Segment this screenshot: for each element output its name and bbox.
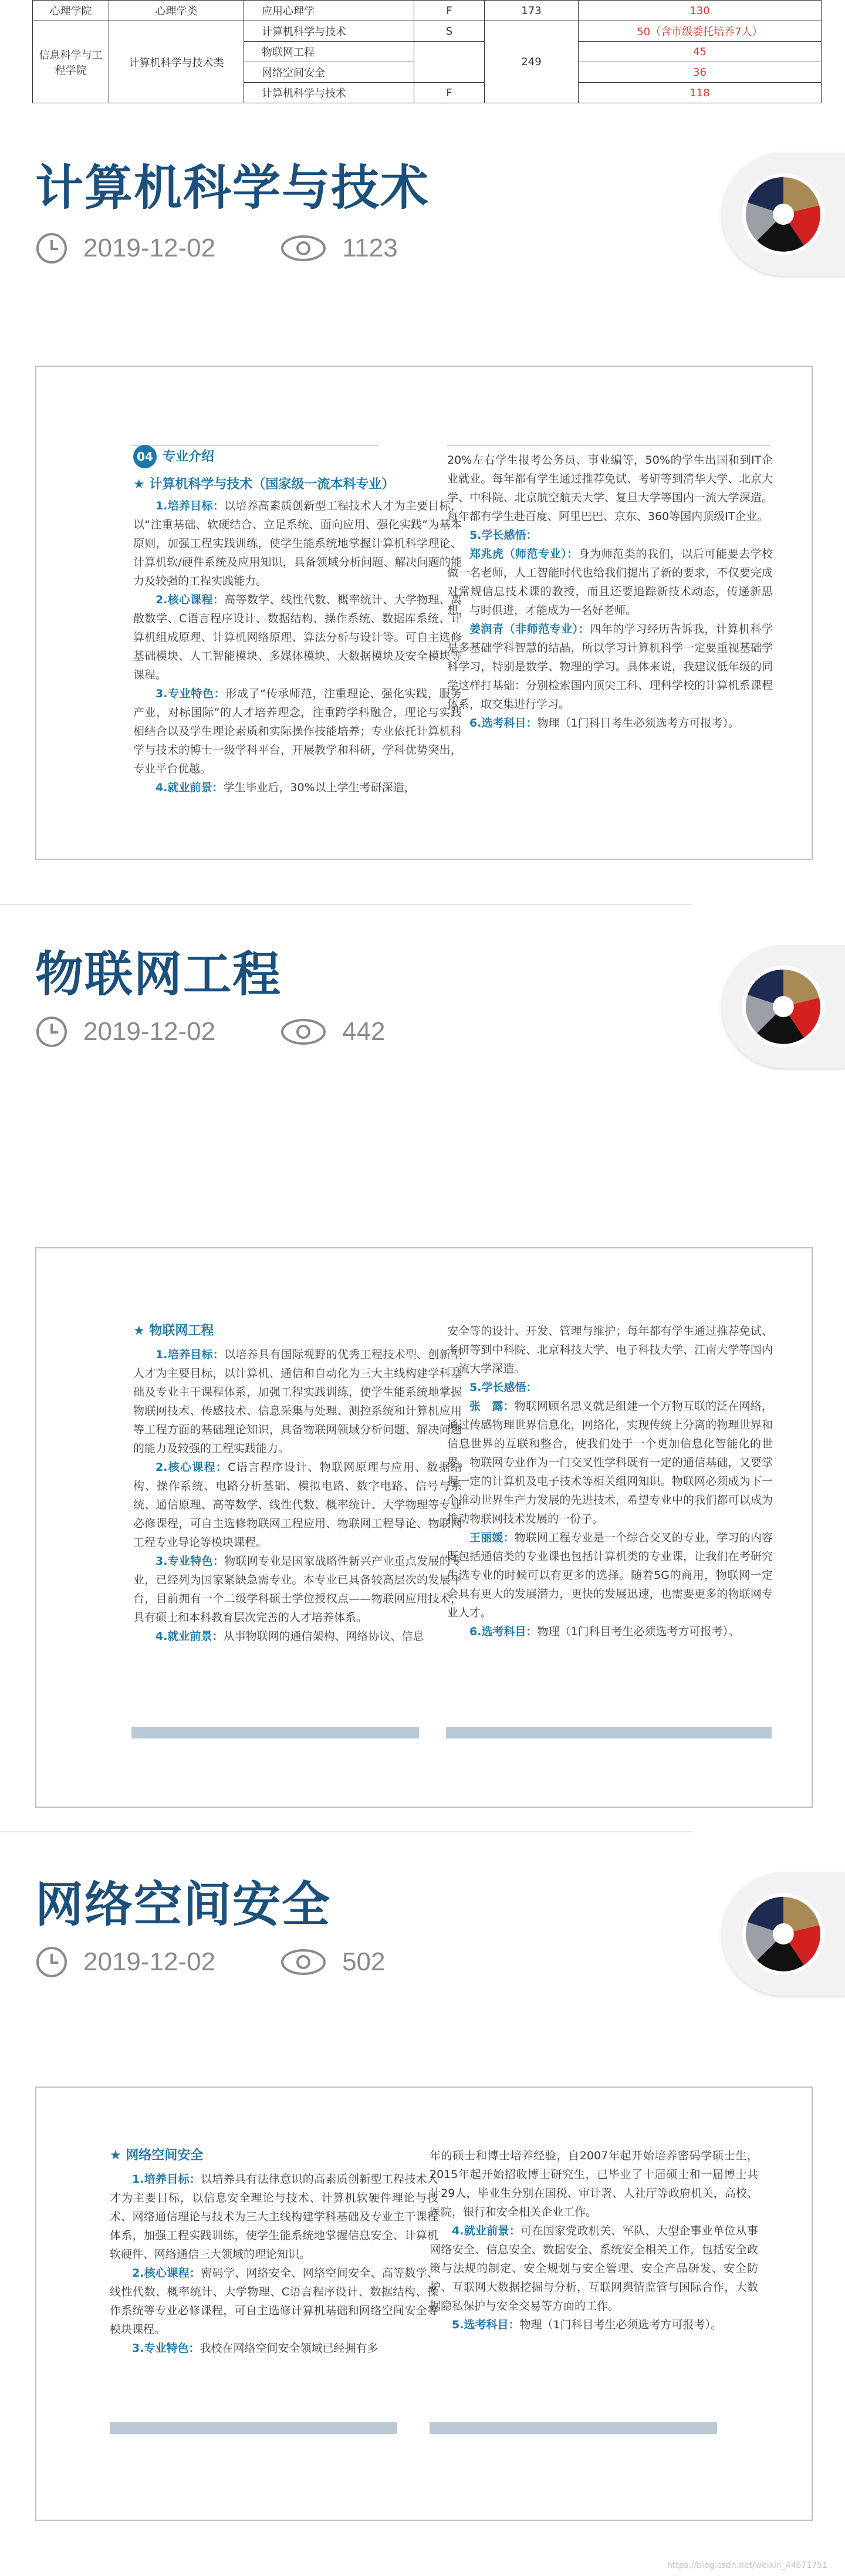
article-section <box>0 1834 845 2576</box>
article-date: 2019-12-02 <box>83 1947 216 1976</box>
figure-right-column <box>430 2146 758 2334</box>
table-cell-major: 计算机科学与技术 <box>244 21 414 42</box>
table-cell-total: 173 <box>485 1 579 21</box>
article-section <box>0 907 845 1834</box>
view-count: 442 <box>342 1017 386 1046</box>
figure-paragraph: 2.核心课程：密码学、网络安全、网络空间安全、高等数学、线性代数、概率统计、大学物理、C语言程序设计、数据结构、操作系统等专业必修课程，可自主选修计算机基础和网络空间安全等模块课程。 <box>110 2267 438 2336</box>
university-logo-badge[interactable] <box>722 1872 845 1996</box>
figure-paragraph: 3.专业特色：物联网专业是国家战略性新兴产业重点发展的专业，已经列为国家紧缺急需专业。本专业已具备较高层次的发展平台，目前拥有一个二级学科硕士学位授权点——物联网应用技术，具有硕士和本科教育层次完善的人才培养体系。 <box>133 1555 462 1624</box>
table-cell-major: 应用心理学 <box>244 1 414 21</box>
figure-footer-bar <box>446 1727 772 1738</box>
university-logo-icon <box>739 170 827 258</box>
table-cell-group: 心理学类 <box>109 1 244 21</box>
table-row <box>33 1 822 21</box>
table-cell-college: 心理学院 <box>33 1 109 21</box>
view-count: 1123 <box>342 234 398 262</box>
article-date: 2019-12-02 <box>83 234 216 262</box>
eye-icon <box>280 1946 327 1979</box>
figure-paragraph: 5.学长感悟： <box>469 1381 538 1394</box>
article-figure <box>35 366 813 860</box>
figure-paragraph: 2.核心课程：C语言程序设计、物联网原理与应用、数据结构、操作系统、电路分析基础、模拟电路、数字电路、信号与系统、通信原理、高等数学、线性代数、概率统计、大学物理等专业必修课程，可自主选修物联网工程应用、物联网工程导论、物联网工程专业导论等模块课程。 <box>133 1461 462 1549</box>
figure-right-column <box>447 1322 773 1641</box>
admission-table-grid <box>32 0 822 103</box>
table-cell-major: 计算机科学与技术 <box>244 83 414 103</box>
table-row <box>33 21 822 42</box>
article-title[interactable]: 计算机科学与技术 <box>35 161 430 215</box>
figure-heading: ★ 物联网工程 <box>133 1324 214 1338</box>
watermark: https://blog.csdn.net/weixin_44671751 <box>667 2561 827 2570</box>
figure-paragraph: 张 露：物联网顾名思义就是组建一个万物互联的泛在网络，通过传感物理世界信息化，网络化，实现传统上分离的物理世界和信息世界的互联和整合，使我们处于一个更加信息化智能化的世界。物联网专业作为一门交叉性学科既有一定的通信基础，又要掌握一定的计算机及电子技术等相关组网知识。物联网必须成为下一个推动世界生产力发展的先进技术，希望专业中的我们都可以成为推动物联网技术发展的一份子。 <box>447 1400 773 1525</box>
figure-left-column <box>133 1322 462 1646</box>
figure-paragraph: 6.选考科目：物理（1门科目考生必须选考方可报考）。 <box>469 717 740 730</box>
article-meta <box>35 1015 386 1048</box>
figure-paragraph: 2.核心课程：高等数学、线性代数、概率统计、大学物理、离散数学、C语言程序设计、数据结构、操作系统、数据库系统、计算机组成原理、计算机网络原理、算法分析与设计等。可自主选修基础模块、人工智能模块、多媒体模块、大数据模块及安全模块等课程。 <box>133 593 462 681</box>
figure-left-column <box>110 2146 438 2358</box>
figure-paragraph: 5.选考科目：物理（1门科目考生必须选考方可报考）。 <box>452 2318 722 2331</box>
figure-paragraph: 1.培养目标：以培养具有国际视野的优秀工程技术型、创新型人才为主要目标，以计算机、通信和自动化为三大主线构建学科基础及专业主干课程体系，加强工程实践训练，使学生能系统地掌握物联网技术、传感技术、信息采集与处理、测控系统和计算机应用等工程方面的基础理论知识，具备物联网领域分析问题、解决问题的能力及较强的工程实践能力。 <box>133 1348 462 1455</box>
article-views <box>280 1946 385 1979</box>
article-views <box>280 232 398 265</box>
article-figure <box>35 2087 813 2521</box>
university-logo-badge[interactable] <box>722 153 845 276</box>
article-title[interactable]: 网络空间安全 <box>35 1878 332 1932</box>
figure-paragraph: 1.培养目标：以培养高素质创新型工程技术人才为主要目标，以“注重基础、软硬结合、立足系统、面向应用、强化实践”为基本原则，加强工程实践训练，使学生能系统地掌握计算机科学理论、计算机软/硬件系统及应用知识，具备领域分析问题、解决问题的能力及较强的工程实践能力。 <box>133 499 462 588</box>
table-cell-note: 130 <box>579 1 822 21</box>
eye-icon <box>280 232 327 265</box>
figure-left-column <box>133 445 462 797</box>
article-section <box>0 126 845 907</box>
table-cell-group: 计算机科学与技术类 <box>109 21 244 103</box>
table-cell-major: 物联网工程 <box>244 42 414 62</box>
clock-icon <box>35 232 68 265</box>
figure-right-column <box>447 451 773 732</box>
article-meta <box>35 232 398 265</box>
figure-footer-bar <box>131 1727 419 1738</box>
section-badge <box>133 445 462 468</box>
figure-rule <box>447 445 770 446</box>
table-cell-code: S <box>414 21 485 42</box>
figure-paragraph: 4.就业前景：从事物联网的通信架构、网络协议、信息 <box>156 1630 424 1643</box>
admission-table <box>0 0 845 126</box>
figure-paragraph: 安全等的设计、开发、管理与维护；每年都有学生通过推荐免试、考研等到中科院、北京科技大学、电子科技大学、江南大学等国内一流大学深造。 <box>447 1325 773 1375</box>
figure-paragraph: 姜润青（非师范专业）：四年的学习经历告诉我，计算机科学是多基础学科智慧的结晶，所以学习计算机科学一定要重视基础学科学习，特别是数学、物理的学习。具体来说，我建议低年级的同学这样打基础：分别检索国内顶尖工科、理科学校的计算机系课程体系，取交集进行学习。 <box>447 623 773 711</box>
table-cell-note: 36 <box>579 62 822 83</box>
table-cell-note: 118 <box>579 83 822 103</box>
section-divider <box>0 904 692 905</box>
figure-paragraph: 郑兆虎（师范专业）：身为师范类的我们，以后可能要去学校做一名老师，人工智能时代也给我们提出了新的要求，不仅要完成对常规信息技术课的教授，而且还要追踪新技术动态，传递新思想，与时俱进，才能成为一名好老师。 <box>447 548 773 617</box>
table-cell-note: 50（含市级委托培养7人） <box>579 21 822 42</box>
figure-paragraph: 年的硕士和博士培养经验，自2007年起开始培养密码学硕士生，2015年起开始招收博士研究生，已毕业了十届硕士和一届博士共计29人，毕业生分别在国税、审计署、人社厅等政府机关，高校、医院，银行和安全相关企业工作。 <box>430 2149 758 2219</box>
figure-footer-bar <box>110 2422 397 2434</box>
table-cell-code: F <box>414 83 485 103</box>
figure-paragraph: 3.专业特色：形成了“传承师范，注重理论、强化实践，服务产业，对标国际”的人才培养理念，注重跨学科融合，理论与实践相结合以及学生理论素质和实际操作技能培养；专业依托计算机科学与技术的博士一级学科平台，开展教学和科研，学科优势突出，专业平台优越。 <box>133 687 462 775</box>
table-cell-college: 信息科学与工程学院 <box>33 21 109 103</box>
figure-paragraph: 王丽媛：物联网工程专业是一个综合交叉的专业，学习的内容既包括通信类的专业课也包括计算机类的专业课，让我们在考研究生选专业的时候可以有更多的选择。随着5G的商用，物联网一定会具有更大的发展潜力，更快的发展迅速，也需要更多的物联网专业人才。 <box>447 1531 773 1619</box>
figure-heading: ★ 网络空间安全 <box>110 2148 204 2163</box>
section-divider <box>0 1831 692 1832</box>
section-number: 04 <box>133 445 157 468</box>
figure-heading: ★ 计算机科学与技术（国家级一流本科专业） <box>133 477 395 492</box>
article-figure <box>35 1247 813 1808</box>
article-title[interactable]: 物联网工程 <box>35 948 282 1001</box>
figure-paragraph: 6.选考科目：物理（1门科目考生必须选考方可报考）。 <box>469 1625 740 1638</box>
clock-icon <box>35 1946 68 1979</box>
university-logo-badge[interactable] <box>722 945 845 1068</box>
article-meta <box>35 1946 386 1979</box>
figure-paragraph: 4.就业前景：学生毕业后，30%以上学生考研深造， <box>156 781 415 794</box>
article-views <box>280 1015 385 1048</box>
section-badge-label: 专业介绍 <box>163 450 215 464</box>
table-cell-code: F <box>414 1 485 21</box>
university-logo-icon <box>739 1890 827 1978</box>
figure-footer-bar <box>430 2422 717 2434</box>
view-count: 502 <box>342 1947 386 1976</box>
figure-paragraph: 20%左右学生报考公务员、事业编等，50%的学生出国和到IT企业就业。每年都有学生通过推荐免试、考研等到清华大学、北京大学、中科院、北京航空航天大学、复旦大学等国内一流大学深造。每年都有学生赴百度、阿里巴巴、京东、360等国内顶级IT企业。 <box>447 454 773 523</box>
figure-paragraph: 1.培养目标：以培养具有法律意识的高素质创新型工程技术人才为主要目标，以信息安全理论与技术、计算机软硬件理论与技术、网络通信理论与技术为三大主线构建学科基础及专业主干课程体系，加强工程实践训练，使学生能系统地掌握信息安全、计算机软硬件、网络通信三大领域的理论知识。 <box>110 2173 438 2261</box>
table-cell-major: 网络空间安全 <box>244 62 414 83</box>
figure-paragraph: 4.就业前景：可在国家党政机关、军队、大型企事业单位从事网络安全、信息安全、数据安全、系统安全相关工作，包括安全政策与法规的制定、安全规划与安全管理、安全产品研发、安全防护、互联网大数据挖掘与分析，互联网舆情监管与国际合作，大数据隐私保护与安全交易等方面的工作。 <box>430 2224 758 2312</box>
article-date: 2019-12-02 <box>83 1017 216 1046</box>
table-cell-code <box>414 42 485 83</box>
clock-icon <box>35 1015 68 1048</box>
university-logo-icon <box>739 963 827 1051</box>
table-cell-total: 249 <box>485 21 579 103</box>
figure-paragraph: 5.学长感悟： <box>469 529 538 542</box>
table-cell-note: 45 <box>579 42 822 62</box>
eye-icon <box>280 1015 327 1048</box>
figure-paragraph: 3.专业特色：我校在网络空间安全领域已经拥有多 <box>132 2342 378 2355</box>
